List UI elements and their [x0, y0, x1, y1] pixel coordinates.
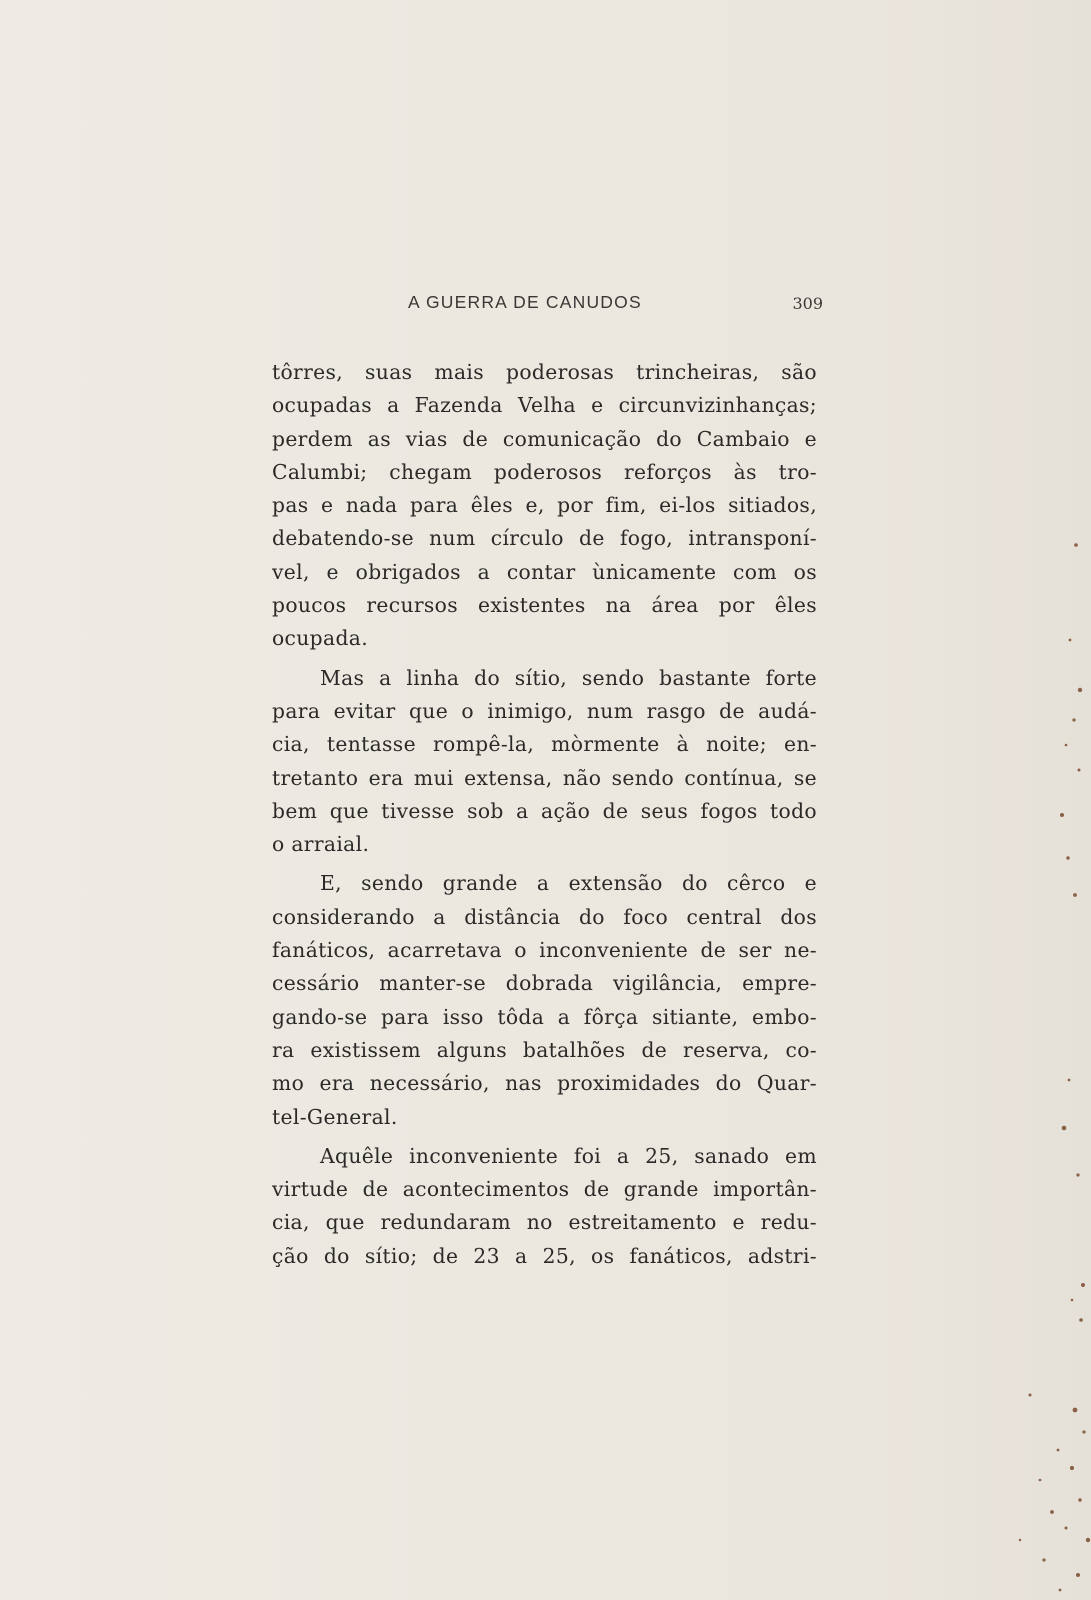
- text-line: gando-se para isso tôda a fôrça sitiante, embo-: [272, 1004, 817, 1029]
- text-line: fanáticos, acarretava o inconveniente de ser ne-: [272, 938, 817, 963]
- text-line: pas e nada para êles e, por fim, ei-los sitiados,: [272, 493, 817, 518]
- text-line: ra existissem alguns batalhões de reserva, co-: [272, 1037, 817, 1062]
- running-header: [280, 292, 823, 322]
- text-line: virtude de acontecimentos de grande importân-: [272, 1177, 817, 1202]
- text-line: debatendo-se num círculo de fogo, intransponí-: [272, 526, 817, 551]
- paragraph-2: [272, 662, 817, 862]
- text-line: Mas a linha do sítio, sendo bastante forte: [320, 665, 817, 690]
- text-line: E, sendo grande a extensão do cêrco e: [320, 871, 817, 896]
- text-line: cessário manter-se dobrada vigilância, empre-: [272, 971, 817, 996]
- paragraph-1: [272, 356, 817, 656]
- text-line: cia, que redundaram no estreitamento e redu-: [272, 1210, 817, 1235]
- paragraph-3: [272, 867, 817, 1133]
- text-line: perdem as vias de comunicação do Cambaio e: [272, 426, 817, 451]
- text-line: tretanto era mui extensa, não sendo contínua, se: [272, 765, 817, 790]
- text-line: poucos recursos existentes na área por êles: [272, 593, 817, 618]
- running-title: A GUERRA DE CANUDOS: [408, 292, 642, 312]
- text-line: Calumbi; chegam poderosos reforços às tro-: [272, 459, 817, 484]
- text-line: o arraial.: [272, 832, 370, 857]
- text-line: bem que tivesse sob a ação de seus fogos todo: [272, 798, 817, 823]
- text-line: considerando a distância do foco central dos: [272, 904, 817, 929]
- text-line: ocupada.: [272, 626, 369, 651]
- text-line: mo era necessário, nas proximidades do Quar-: [272, 1071, 817, 1096]
- text-line: ocupadas a Fazenda Velha e circunvizinhanças;: [272, 393, 817, 418]
- text-line: vel, e obrigados a contar ùnicamente com os: [272, 559, 817, 584]
- text-line: tel-General.: [272, 1104, 398, 1129]
- text-line: tôrres, suas mais poderosas trincheiras, são: [272, 360, 817, 384]
- page-number: 309: [792, 294, 823, 313]
- text-line: para evitar que o inimigo, num rasgo de audá-: [272, 698, 817, 723]
- paragraph-4: [272, 1140, 817, 1273]
- body-text: [272, 356, 817, 1279]
- text-line: cia, tentasse rompê-la, mòrmente à noite; en-: [272, 732, 817, 757]
- text-line: ção do sítio; de 23 a 25, os fanáticos, adstri-: [272, 1243, 817, 1268]
- text-line: Aquêle inconveniente foi a 25, sanado em: [320, 1143, 817, 1168]
